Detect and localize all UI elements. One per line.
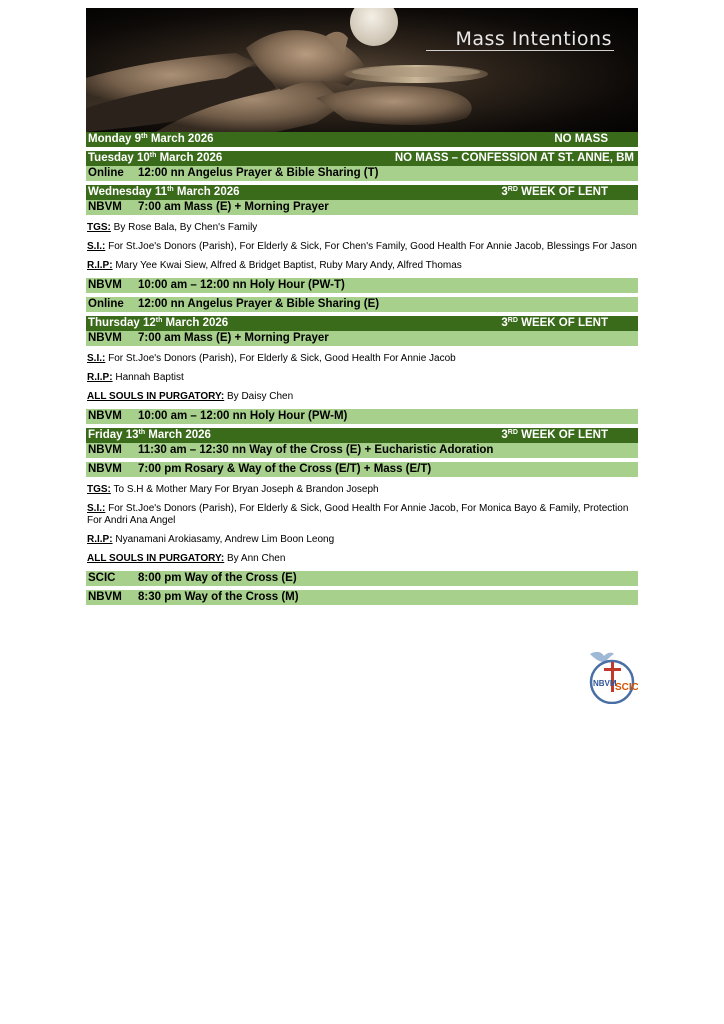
intention-text: For St.Joe's Donors (Parish), For Elderly & Sick, Good Health For Annie Jacob, For Monica Bayo & Family, Protection For Andri Ana Angel: [87, 503, 632, 526]
intention-text: By Daisy Chen: [224, 391, 294, 402]
event-description: 10:00 am – 12:00 nn Holy Hour (PW-T): [138, 279, 345, 291]
intention-note: [86, 503, 638, 527]
intention-text: By Ann Chen: [224, 553, 286, 564]
day-date: [88, 316, 228, 331]
day-header: [86, 151, 638, 166]
event-location: NBVM: [88, 463, 122, 475]
event-location: Online: [88, 298, 124, 310]
day-date: [88, 428, 211, 443]
intention-text: For St.Joe's Donors (Parish), For Elderly & Sick, Good Health For Annie Jacob: [105, 353, 456, 364]
intention-label: ALL SOULS IN PURGATORY:: [87, 391, 225, 402]
day-date: [88, 185, 240, 200]
event-description: 8:00 pm Way of the Cross (E): [138, 572, 297, 584]
day-block: [86, 428, 638, 605]
event-row: [86, 462, 638, 477]
intention-text: For St.Joe's Donors (Parish), For Elderly & Sick, For Chen's Family, Good Health For Annie Jacob, Blessings For Jason: [105, 241, 637, 252]
mass-intentions-sheet: [86, 8, 638, 605]
event-row: [86, 200, 638, 215]
intention-note: [86, 241, 638, 253]
day-status: NO MASS – CONFESSION AT ST. ANNE, BM: [394, 152, 634, 164]
day-status: [501, 428, 636, 443]
day-block: [86, 151, 638, 181]
day-date-month: March 2026: [145, 429, 211, 441]
day-date-main: Friday 13: [88, 429, 139, 441]
event-description: 11:30 am – 12:30 nn Way of the Cross (E) + Eucharistic Adoration: [138, 444, 494, 456]
event-row: [86, 278, 638, 293]
day-date-suffix: th: [149, 152, 157, 159]
day-header: [86, 316, 638, 331]
intention-text: To S.H & Mother Mary For Bryan Joseph & Brandon Joseph: [110, 484, 379, 495]
eucharist-hands-image: [86, 8, 638, 132]
lent-week-suffix: RD: [507, 429, 518, 436]
intention-note: [86, 260, 638, 272]
event-row: [86, 590, 638, 605]
event-row: [86, 443, 638, 458]
day-date-suffix: th: [138, 429, 146, 436]
day-date-month: March 2026: [162, 317, 229, 329]
event-description: 8:30 pm Way of the Cross (M): [138, 591, 299, 603]
intention-note: [86, 484, 638, 496]
lent-week-suffix: RD: [507, 186, 518, 193]
event-row: [86, 331, 638, 346]
day-date-suffix: th: [155, 317, 163, 324]
intention-note: [86, 391, 638, 403]
intention-label: TGS:: [87, 222, 111, 233]
lent-week-label: WEEK OF LENT: [517, 429, 608, 441]
day-date-main: Wednesday 11: [88, 186, 168, 198]
intention-note: [86, 553, 638, 565]
event-location: NBVM: [88, 410, 122, 422]
intention-text: Hannah Baptist: [112, 372, 184, 383]
intention-label: ALL SOULS IN PURGATORY:: [87, 553, 225, 564]
day-date-suffix: th: [167, 186, 174, 193]
day-date-main: Tuesday 10: [88, 152, 150, 164]
event-location: NBVM: [88, 332, 122, 344]
intention-label: R.I.P:: [87, 372, 113, 383]
day-header: [86, 428, 638, 443]
day-date: [88, 151, 222, 166]
event-description: 10:00 am – 12:00 nn Holy Hour (PW-M): [138, 410, 348, 422]
event-description: 7:00 am Mass (E) + Morning Prayer: [138, 332, 329, 344]
day-header: [86, 132, 638, 147]
event-location: SCIC: [88, 572, 116, 584]
event-row: [86, 166, 638, 181]
intention-label: S.I.:: [87, 353, 106, 364]
intention-label: S.I.:: [87, 241, 106, 252]
intention-label: R.I.P:: [87, 534, 113, 545]
header-banner: [86, 8, 638, 132]
day-date-main: Thursday 12: [88, 317, 156, 329]
day-block: [86, 316, 638, 424]
event-row: [86, 409, 638, 424]
day-date-month: March 2026: [156, 152, 223, 164]
event-description: 12:00 nn Angelus Prayer & Bible Sharing (T): [138, 167, 379, 179]
logo-text-left: NBVM: [593, 679, 617, 688]
day-header: [86, 185, 638, 200]
banner-title: Mass Intentions: [455, 28, 612, 50]
logo-text-right: SCIC: [615, 682, 638, 693]
banner-title-underline: [426, 50, 614, 51]
event-location: NBVM: [88, 444, 122, 456]
lent-week-number: 3: [501, 317, 508, 329]
intention-label: TGS:: [87, 484, 111, 495]
intention-label: S.I.:: [87, 503, 106, 514]
intention-text: Mary Yee Kwai Siew, Alfred & Bridget Baptist, Ruby Mary Andy, Alfred Thomas: [112, 260, 462, 271]
lent-week-label: WEEK OF LENT: [517, 317, 608, 329]
event-location: NBVM: [88, 279, 122, 291]
event-description: 7:00 pm Rosary & Way of the Cross (E/T) + Mass (E/T): [138, 463, 432, 475]
intention-label: R.I.P:: [87, 260, 113, 271]
day-block: [86, 132, 638, 147]
lent-week-number: 3: [501, 429, 508, 441]
day-date-month: March 2026: [147, 133, 214, 145]
day-status: [501, 185, 636, 200]
event-location: NBVM: [88, 591, 122, 603]
event-description: 7:00 am Mass (E) + Morning Prayer: [138, 201, 329, 213]
intention-note: [86, 372, 638, 384]
day-date-suffix: th: [141, 133, 148, 140]
lent-week-suffix: RD: [507, 317, 518, 324]
day-block: [86, 185, 638, 312]
intention-text: By Rose Bala, By Chen's Family: [110, 222, 258, 233]
intention-text: Nyanamani Arokiasamy, Andrew Lim Boon Leong: [112, 534, 335, 545]
event-row: [86, 297, 638, 312]
intention-note: [86, 534, 638, 546]
event-location: Online: [88, 167, 124, 179]
day-status: [501, 316, 636, 331]
lent-week-number: 3: [501, 186, 508, 198]
lent-week-label: WEEK OF LENT: [517, 186, 608, 198]
event-row: [86, 571, 638, 586]
day-date-month: March 2026: [173, 186, 240, 198]
intention-note: [86, 353, 638, 365]
parish-logo: [584, 648, 638, 704]
day-date-main: Monday 9: [88, 133, 142, 145]
event-location: NBVM: [88, 201, 122, 213]
intention-note: [86, 222, 638, 234]
event-description: 12:00 nn Angelus Prayer & Bible Sharing (E): [138, 298, 380, 310]
day-status: NO MASS: [554, 133, 608, 145]
day-date: [88, 132, 214, 147]
